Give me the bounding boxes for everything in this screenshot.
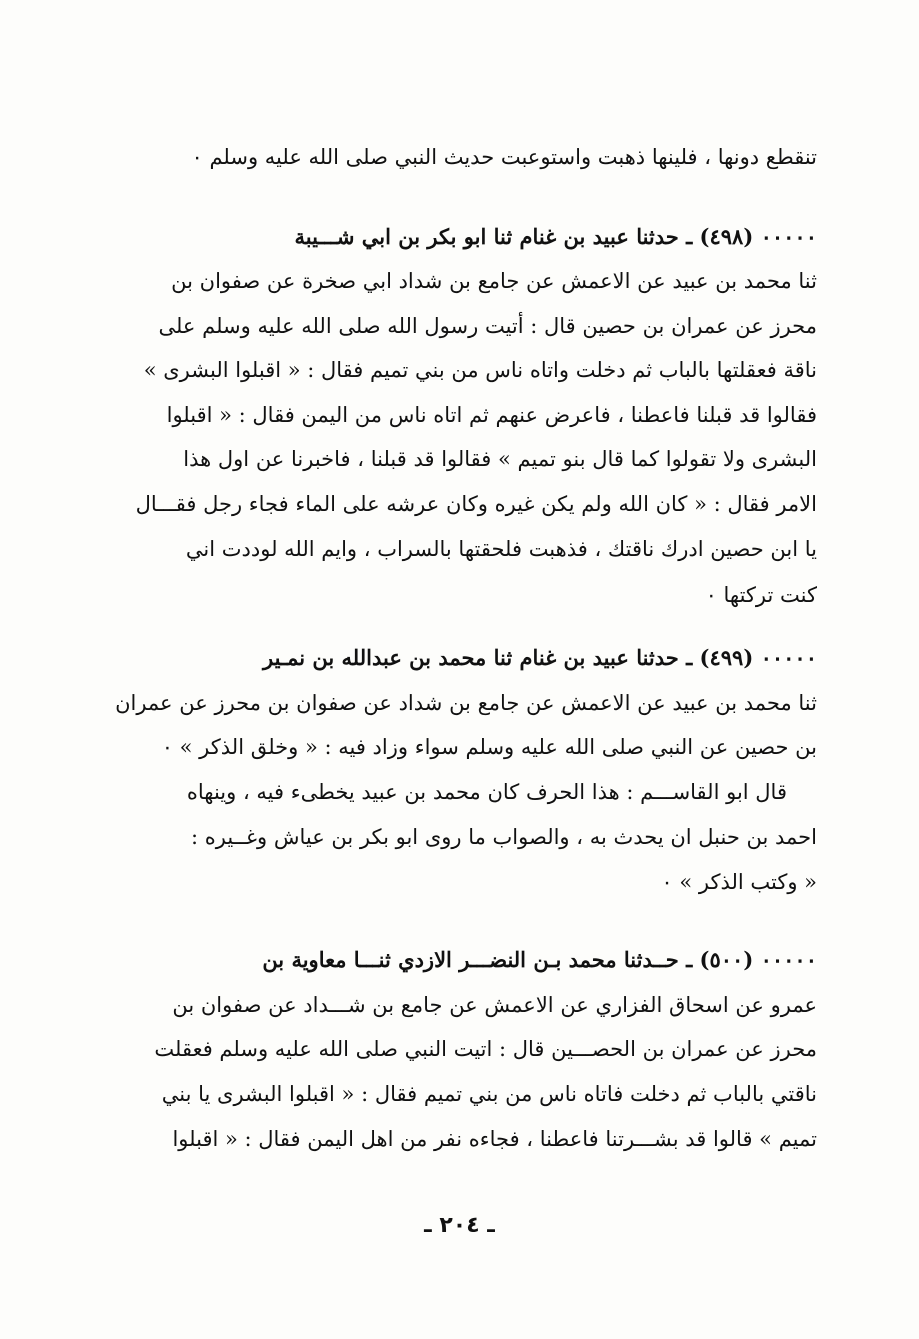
text-line-1: تنقطع دونها ، فلينها ذهبت واستوعبت حديث النبي صلى الله عليه وسلم ٠ [191,145,817,169]
text-line-19: محرز عن عمران بن الحصـــين قال : اتيت النبي صلى الله عليه وسلم فعقلت [154,1037,817,1061]
text-line-3: ثنا محمد بن عبيد عن الاعمش عن جامع بن شداد ابي صخرة عن صفوان بن [171,269,817,293]
page-number: ـ ٢٠٤ ـ [424,1213,495,1238]
text-line-14: قال ابو القاســـم : هذا الحرف كان محمد بن عبيد يخطىء فيه ، وينهاه [186,780,787,804]
text-line-16: « وكتب الذكر » ٠ [661,870,817,894]
text-line-6: فقالوا قد قبلنا فاعطنا ، فاعرض عنهم ثم اتاه ناس من اليمن فقال : « اقبلوا [166,403,817,427]
hadith-498-heading: ٠٠٠٠٠ (٤٩٨) ـ حدثنا عبيد بن غنام ثنا ابو بكر بن ابي شـــيبة [294,224,817,249]
text-line-13: بن حصين عن النبي صلى الله عليه وسلم سواء وزاد فيه : « وخلق الذكر » ٠ [161,735,817,759]
text-line-12: ثنا محمد بن عبيد عن الاعمش عن جامع بن شداد عن صفوان بن محرز عن عمران [115,691,817,715]
text-line-5: ناقة فعقلتها بالباب ثم دخلت واتاه ناس من بني تميم فقال : « اقبلوا البشرى » [143,358,817,382]
text-line-10: كنت تركتها ٠ [705,583,817,607]
text-line-18: عمرو عن اسحاق الفزاري عن الاعمش عن جامع بن شـــداد عن صفوان بن [172,993,817,1017]
hadith-500-heading: ٠٠٠٠٠ (٥٠٠) ـ حــدثنا محمد بـن النضـــر الازدي ثنـــا معاوية بن [262,947,817,972]
text-line-8: الامر فقال : « كان الله ولم يكن غيره وكان عرشه على الماء فجاء رجل فقـــال [135,492,817,516]
text-line-7: البشرى ولا تقولوا كما قال بنو تميم » فقالوا قد قبلنا ، فاخبرنا عن اول هذا [183,447,817,471]
text-line-4: محرز عن عمران بن حصين قال : أتيت رسول الله صلى الله عليه وسلم على [158,314,817,338]
text-line-21: تميم » قالوا قد بشـــرتنا فاعطنا ، فجاءه نفر من اهل اليمن فقال : « اقبلوا [172,1127,817,1151]
text-line-15: احمد بن حنبل ان يحدث به ، والصواب ما روى ابو بكر بن عياش وغــيره : [191,825,817,849]
text-line-20: ناقتي بالباب ثم دخلت فاتاه ناس من بني تميم فقال : « اقبلوا البشرى يا بني [161,1082,817,1106]
hadith-499-heading: ٠٠٠٠٠ (٤٩٩) ـ حدثنا عبيد بن غنام ثنا محمد بن عبدالله بن نمـير [263,645,817,670]
text-line-9: يا ابن حصين ادرك ناقتك ، فذهبت فلحقتها بالسراب ، وايم الله لوددت اني [185,537,817,561]
